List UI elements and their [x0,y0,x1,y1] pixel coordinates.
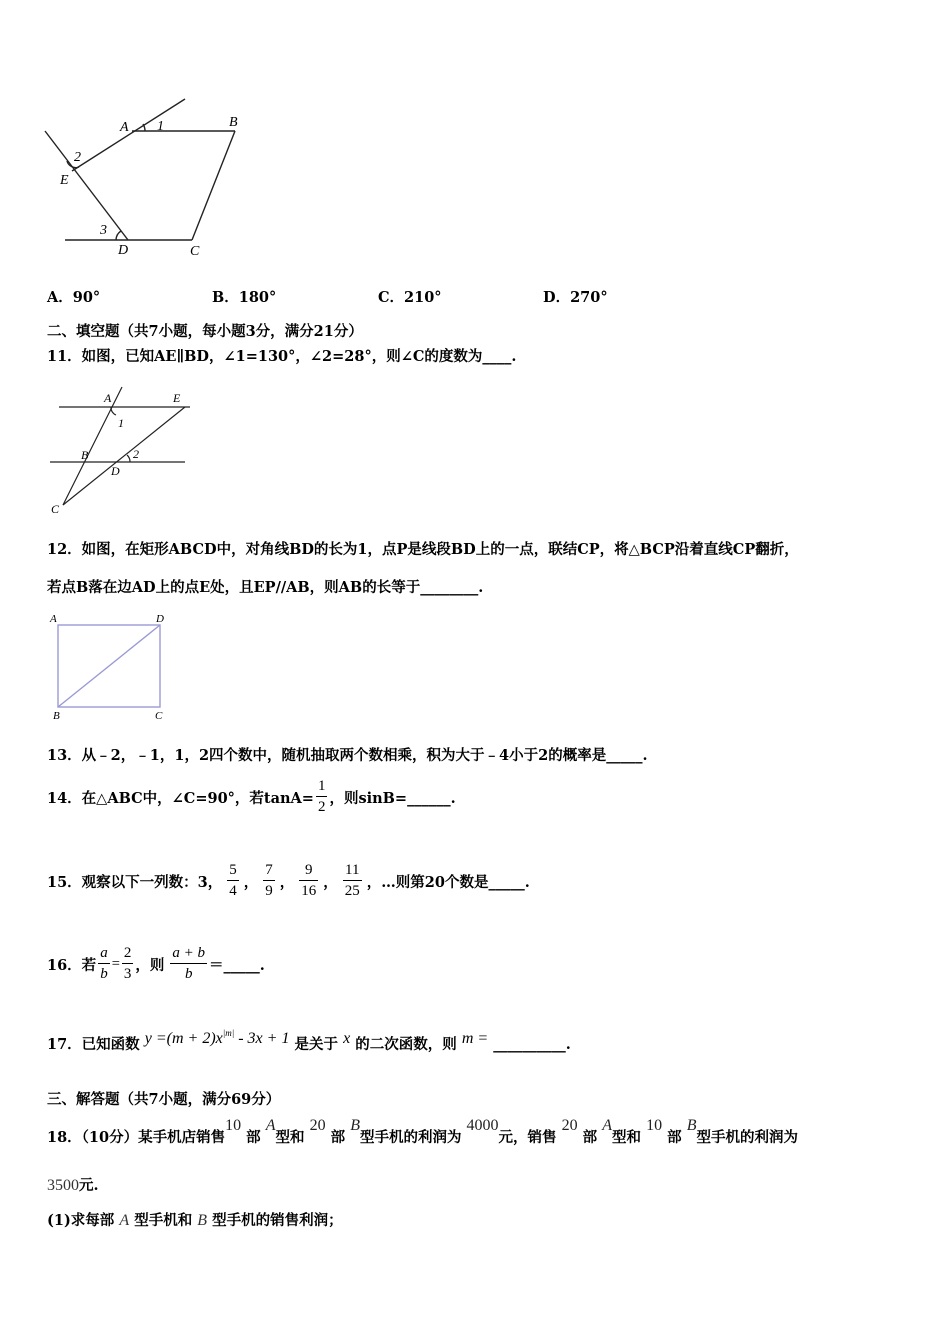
line-ed-extended [45,131,128,240]
question-13: 13．从﹣2，﹣1，1，2四个数中，随机抽取两个数相乘，积为大于﹣4小于2的概率是_____. [47,747,648,764]
q17-formula-a: y =(m + 2)x [144,1030,223,1047]
q14-frac-num: 1 [316,778,328,797]
q16-fraction-sum [170,945,207,984]
fig12-label-d: D [156,613,164,625]
q17-var-x: x [343,1030,351,1047]
q17-formula-exponent: |m| [222,1028,235,1038]
q16-frac-2-num: 2 [122,945,134,964]
q18-t9: 部 [667,1129,682,1146]
q18-t2: 部 [246,1129,261,1146]
q15-sep-3: ， [323,873,338,891]
q15-frac-2-den: 9 [265,883,273,900]
line-ca [63,387,122,505]
q18-t5: 型手机的利润为 [359,1129,462,1146]
q16-frac-3-den: b [184,966,193,983]
fig11-label-a: A [104,391,112,405]
q17-prefix: 17．已知函数 [47,1036,140,1053]
q16-frac-2-den: 3 [123,966,132,983]
fig10-label-b: B [229,115,238,130]
option-c: C．210° [378,289,442,306]
line-ea-extended [72,99,185,171]
q18-sub1-v2: B [197,1212,208,1229]
q18-t7: 部 [582,1129,598,1146]
fig10-label-2: 2 [74,150,81,165]
q18-n2: 20 [309,1117,326,1134]
angle-arc-2 [127,455,130,462]
q18-t3: 型和 [275,1129,305,1146]
q17-formula [145,1030,290,1047]
q14-prefix: 14．在△ABC中，∠C=90°，若tanA= [47,789,314,807]
q15-frac-4-den: 25 [344,883,360,900]
q15-prefix: 15．观察以下一列数：3， [47,873,223,891]
fig10-label-3: 3 [100,223,107,238]
q18-t10: 型手机的利润为 [696,1129,798,1146]
fig11-label-d: D [111,464,120,478]
q18-t6: 元，销售 [498,1129,557,1146]
q17-formula-b: - 3x + 1 [234,1030,290,1047]
diagonal-bd [58,625,160,707]
q15-frac-3-den: 16 [301,883,317,900]
q17-mid2: 的二次函数，则 [355,1036,457,1053]
fig12-label-b: B [53,710,60,722]
q18-line2-num: 3500 [47,1177,79,1194]
q15-frac-1-num: 5 [227,862,239,881]
q17-mid1: 是关于 [294,1036,339,1053]
q18-v2: B [350,1117,360,1134]
q18-sub1-v1: A [119,1212,130,1229]
option-a: A．90° [47,289,101,306]
q14-suffix: ，则sinB=______. [329,789,456,807]
q18-n5: 10 [646,1117,663,1134]
q16-frac-3-num: a + b [170,945,207,964]
question-16 [47,945,265,984]
q17-suffix: __________. [493,1036,571,1053]
fig10-label-a: A [120,120,129,135]
fig12-label-a: A [50,613,57,625]
q15-frac-3-num: 9 [299,862,318,881]
q18-t1: 18．（10分）某手机店销售 [47,1129,226,1146]
fig11-label-e: E [173,391,181,405]
q18-sub1-a: (1)求每部 [47,1212,115,1229]
q18-n1: 10 [225,1117,242,1134]
fig10-label-1: 1 [157,119,164,134]
q15-frac-4-num: 11 [343,862,362,881]
line-bc [192,131,235,240]
fig10-label-c: C [190,244,200,259]
question-15 [47,862,530,901]
fig10-label-e: E [60,173,69,188]
q18-sub1-c: 型手机的销售利润； [212,1212,343,1229]
section-title-fill-blank: 二、填空题（共7小题，每小题3分，满分21分） [47,323,363,340]
fig11-label-1: 1 [118,416,124,430]
angle-arc-3 [116,231,121,240]
q15-fraction-4 [343,862,362,901]
question-11: 11．如图，已知AE∥BD，∠1=130°，∠2=28°，则∠C的度数为____. [47,348,517,365]
option-b: B．180° [212,289,277,306]
q15-sep-2: ， [279,873,295,891]
q18-v1: A [265,1117,276,1134]
question-14 [47,778,456,817]
q16-suffix: ＝_____. [209,956,265,974]
q15-sep-1: ， [243,873,259,891]
q18-n4: 20 [561,1117,578,1134]
q18-n3: 4000 [466,1117,499,1134]
question-12-line-1: 12．如图，在矩形ABCD中，对角线BD的长为1，点P是线段BD上的一点，联结CP，将△BCP沿着直线CP翻折， [47,541,799,558]
question-18-line-1 [47,1117,798,1147]
q16-fraction-2-3 [122,945,134,984]
fig11-label-c: C [51,502,60,516]
fig10-label-d: D [118,243,129,258]
figure-q12 [45,610,175,725]
q16-frac-1-den: b [100,966,108,983]
option-d: D．270° [543,289,608,306]
fig11-label-b: B [81,448,89,462]
q18-line2-text: 元. [79,1177,99,1194]
question-18-part-1 [47,1209,343,1230]
q16-prefix: 16．若 [47,956,97,974]
section-title-solutions: 三、解答题（共7小题，满分69分） [47,1091,281,1108]
q18-v3: A [602,1117,613,1134]
q16-fraction-a-b [98,945,110,984]
q17-var-m: m = [461,1030,489,1047]
q15-fraction-3 [299,862,318,901]
q18-sub1-b: 型手机和 [134,1212,193,1229]
question-12-line-2: 若点B落在边AD上的点E处，且EP//AB，则AB的长等于________. [47,579,484,596]
q18-t4: 部 [330,1129,346,1146]
q14-fraction [316,778,328,817]
q14-frac-den: 2 [317,799,326,816]
fig11-label-2: 2 [133,447,139,461]
q15-frac-2-num: 7 [263,862,275,881]
q16-mid: ，则 [135,956,165,974]
question-18-line-2 [47,1174,99,1195]
figure-q10 [40,95,250,265]
q15-suffix: ，…则第20个数是_____. [366,873,530,891]
q15-fraction-2 [263,862,275,901]
figure-q11 [45,385,195,520]
q16-equals: = [111,955,120,972]
q16-frac-1-num: a [98,945,110,964]
question-17 [47,1028,571,1054]
q18-t8: 型和 [612,1129,642,1146]
q15-frac-1-den: 4 [229,883,237,900]
fig12-label-c: C [155,710,163,722]
q18-v4: B [686,1117,697,1134]
q15-fraction-1 [227,862,239,901]
